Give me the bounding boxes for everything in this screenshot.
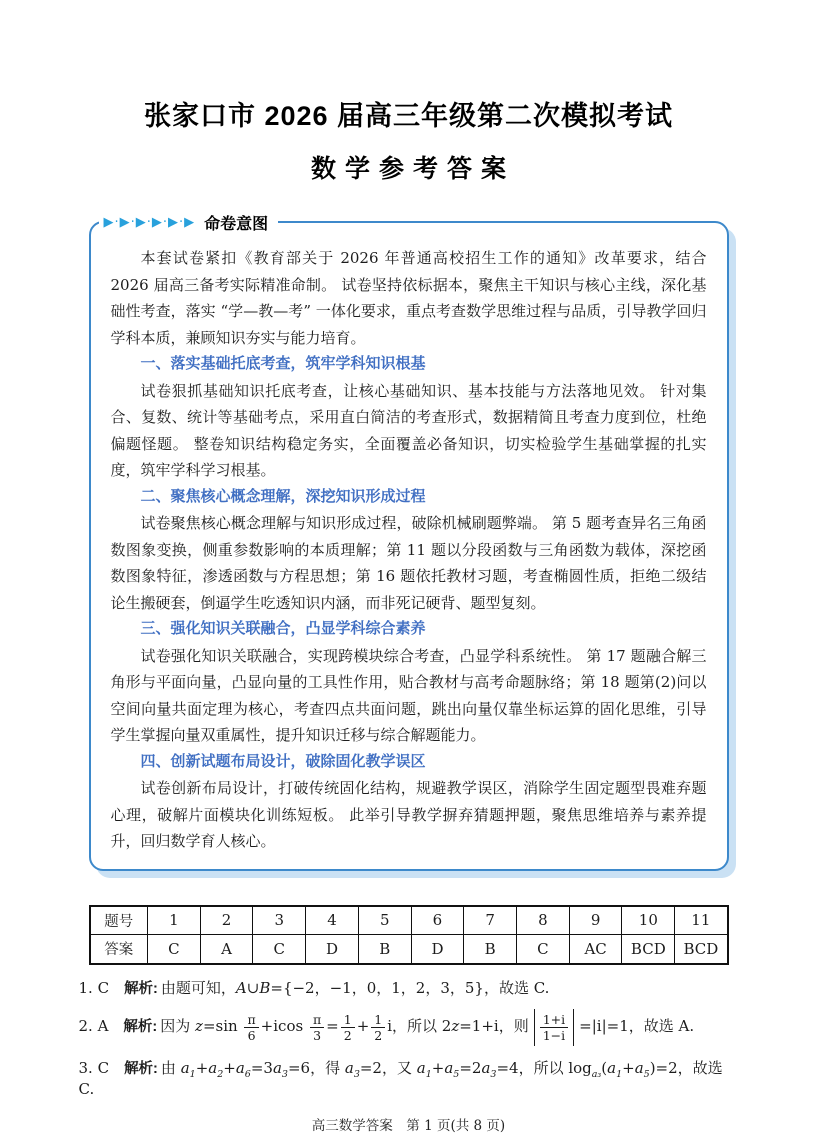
question-number: 10 <box>622 906 675 935</box>
solutions-list <box>79 977 739 1098</box>
answer-cell: B <box>358 935 411 964</box>
section-body-2: 试卷聚焦核心概念理解与知识形成过程，破除机械刷题弊端。 第 5 题考查异名三角函数图象变换，侧重参数影响的本质理解；第 11 题以分段函数与三角函数为载体，深挖函数图象特征，渗透函数与方程思想；第 16 题依托教材习题，考查椭圆性质，拒绝二级结论生搬硬套，倒逼学生吃透知识内涵，而非死记硬背、题型复刻。 <box>110 514 707 612</box>
question-number: 2 <box>200 906 253 935</box>
question-number: 3 <box>253 906 306 935</box>
solution-number: 1. C <box>78 978 110 997</box>
row-label-qnum: 题号 <box>90 906 148 935</box>
math-token: i，所以 2 <box>387 1017 452 1035</box>
solution-label: 解析: <box>123 1019 158 1035</box>
math-token: + <box>223 1058 236 1077</box>
math-token: + <box>195 1058 209 1077</box>
section-heading-4: 四、创新试题布局设计，破除固化教学误区 <box>140 752 426 770</box>
math-token: 由题可知， <box>160 978 236 997</box>
math-token: $\frac{1}{2}$ <box>341 1012 355 1043</box>
math-token: = <box>326 1017 339 1035</box>
answer-cell: D <box>306 935 359 964</box>
answer-cell: C <box>517 935 570 964</box>
math-token: $a_5$ <box>634 1058 650 1080</box>
section-heading-3: 三、强化知识关联融合，凸显学科综合素养 <box>140 620 426 637</box>
question-number: 5 <box>358 906 411 935</box>
math-token: $a_6$ <box>235 1058 251 1080</box>
answer-cell: C <box>253 935 306 964</box>
math-token: + <box>622 1058 635 1077</box>
math-token: $\frac{\pi}{6}$ <box>244 1012 258 1043</box>
math-token: +icos <box>260 1017 308 1035</box>
answer-table <box>89 905 729 965</box>
math-token: $\frac{\pi}{3}$ <box>310 1012 324 1043</box>
math-token: $\frac{1+i}{1-i}$ <box>534 1009 574 1046</box>
math-token: $a_5$ <box>444 1058 460 1080</box>
math-token: $a_1$ <box>607 1058 623 1080</box>
solution-line-1 <box>79 977 739 998</box>
section-body-4: 试卷创新布局设计，打破传统固化结构，规避教学误区，消除学生固定题型畏难弃题心理，破解片面模块化训练短板。 此举引导教学摒弃猜题押题，聚焦思维培养与素养提升，回归数学育人核心。 <box>110 779 707 850</box>
math-token: $\frac{1}{2}$ <box>371 1012 385 1043</box>
math-token: =2，又 <box>359 1058 417 1077</box>
row-label-answer: 答案 <box>90 935 148 964</box>
solution-label: 解析: <box>124 1060 158 1077</box>
page-subtitle: 数学参考答案 <box>310 155 515 183</box>
section-heading-1: 一、落实基础托底考查，筑牢学科知识根基 <box>140 355 426 372</box>
math-token: $a_3$ <box>344 1058 360 1080</box>
question-number: 9 <box>569 906 622 935</box>
math-token: + <box>356 1017 370 1035</box>
math-token: $a_3$ <box>481 1058 497 1080</box>
math-token: ={−2，−1，0，1，2，3，5}，故选 C. <box>270 978 550 997</box>
math-token: $a_3$ <box>272 1058 288 1080</box>
solution-number: 3. C <box>78 1058 110 1077</box>
question-number: 4 <box>306 906 359 935</box>
math-token: ( <box>601 1058 608 1077</box>
math-token: $a_1$ <box>416 1058 432 1080</box>
solution-label: 解析: <box>124 980 158 997</box>
math-token: + <box>431 1058 445 1077</box>
math-token: A <box>235 978 247 997</box>
math-token: 因为 <box>160 1017 196 1035</box>
math-token: =3 <box>250 1058 273 1077</box>
math-token: B <box>259 978 271 997</box>
answer-cell: C <box>148 935 201 964</box>
math-token: =2 <box>459 1058 482 1077</box>
intent-intro: 本套试卷紧扣《教育部关于 2026 年普通高校招生工作的通知》改革要求，结合 2026 届高三备考实际精准命制。 试卷坚持依标据本，聚焦主干知识与核心主线，深化基础性考查，落实 “学—教—考” 一体化要求，重点考查数学思维过程与品质，引导教学回归学科本质，兼顾知识夯实与能力培育。 <box>110 249 707 347</box>
solution-content <box>160 1011 695 1043</box>
answer-cell: A <box>200 935 253 964</box>
solution-content <box>161 979 550 997</box>
section-body-3: 试卷强化知识关联融合，实现跨模块综合考查，凸显学科系统性。 第 17 题融合解三角形与平面向量，凸显向量的工具性作用，贴合教材与高考命题脉络；第 18 题第(2)问以空间向量共面定理为核心，考查四点共面问题，跳出向量仅靠坐标运算的固化思维，引导学生掌握向量双重属性，提升知识迁移与综合解题能力。 <box>110 646 707 744</box>
math-token: =6，得 <box>287 1058 345 1077</box>
answer-cell: AC <box>569 935 622 964</box>
answer-cell: BCD <box>622 935 675 964</box>
question-number: 7 <box>464 906 517 935</box>
intent-legend-title: 命卷意图 <box>204 216 269 233</box>
math-token: $a_2$ <box>208 1058 224 1080</box>
arrow-icons: ▶·▶·▶·▶·▶·▶ <box>103 215 196 230</box>
answer-cell: BCD <box>675 935 728 964</box>
page-footer: 高三数学答案 第 1 页(共 8 页) <box>311 1117 506 1134</box>
solution-line-3 <box>79 1057 739 1098</box>
table-row-answers <box>90 935 728 964</box>
math-token: )=2，故选 C. <box>78 1058 723 1098</box>
question-number: 6 <box>411 906 464 935</box>
question-number: 11 <box>675 906 728 935</box>
math-token: 由 <box>160 1058 181 1077</box>
math-token: z <box>195 1017 203 1035</box>
math-token: ∪ <box>246 978 260 997</box>
math-token: $a_1$ <box>180 1058 196 1080</box>
table-row-question-numbers <box>90 906 728 935</box>
section-body-1: 试卷狠抓基础知识托底考查，让核心基础知识、基本技能与方法落地见效。 针对集合、复数、统计等基础考点，采用直白简洁的考查形式，数据精简且考查力度到位，杜绝偏题怪题。 整卷知识结构稳定务实，全面覆盖必备知识，切实检验学生基础掌握的扎实度，筑牢学科学习根基。 <box>110 381 707 479</box>
exam-title: 张家口市 2026 届高三年级第二次模拟考试 <box>143 101 674 131</box>
math-token: =1+i，则 <box>459 1017 529 1035</box>
intent-box <box>89 215 729 871</box>
math-token: =|i|=1，故选 A. <box>579 1017 695 1035</box>
answer-cell: B <box>464 935 517 964</box>
math-token: a₃ <box>591 1068 602 1080</box>
solution-number: 2. A <box>78 1017 109 1035</box>
math-token: =4，所以 log <box>496 1058 592 1077</box>
intent-legend <box>99 209 279 236</box>
question-number: 1 <box>148 906 201 935</box>
section-heading-2: 二、聚焦核心概念理解，深挖知识形成过程 <box>140 487 426 505</box>
math-token: =sin <box>202 1017 243 1035</box>
answer-cell: D <box>411 935 464 964</box>
solution-content <box>79 1059 723 1098</box>
math-token: z <box>451 1017 460 1035</box>
question-number: 8 <box>517 906 570 935</box>
solution-line-2 <box>79 1009 739 1046</box>
